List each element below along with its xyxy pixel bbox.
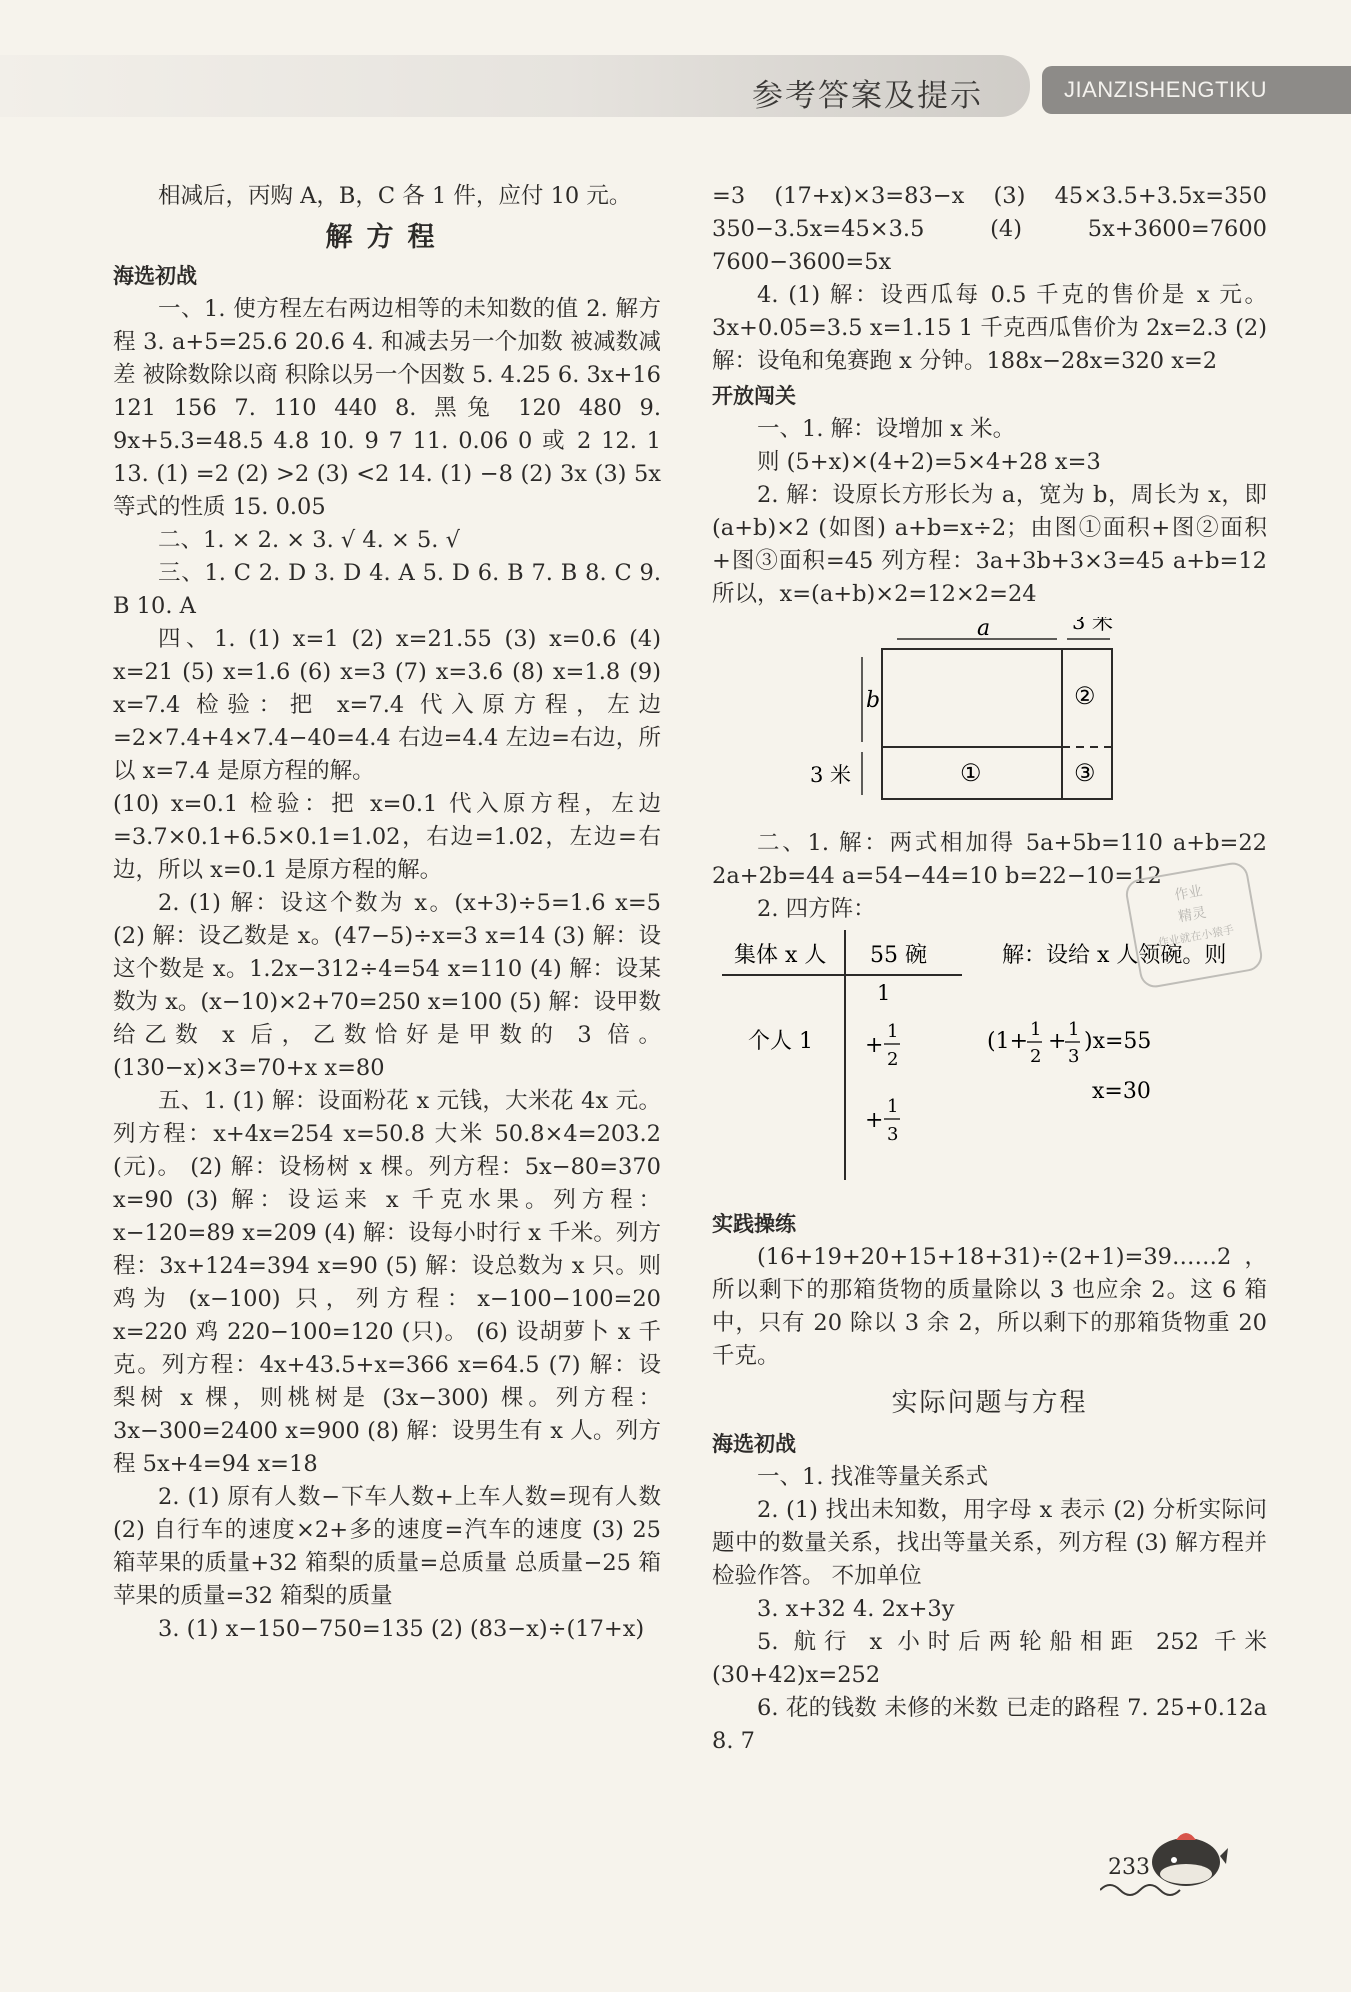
table-frac-half-den: 2 — [887, 1049, 899, 1070]
subsection-title: 海选初战 — [113, 264, 197, 288]
answer-paragraph: 2. (1) 解：设这个数为 x。(x+3)÷5=1.6 x=5 (2) 解：设乙数是 x。(47−5)÷x=3 x=14 (3) 解：设这个数是 x。1.2x−312÷4=54 x=110 (4) 解：设某数为 x。(x−10)×2+70=250 x=100 (5) 解：设甲数给乙数 x 后，乙数恰好是甲数的 3 倍。(130−x)×3=70+x x=80 — [113, 890, 661, 1081]
page-number: 233 — [1108, 1855, 1150, 1880]
subsection-title: 开放闯关 — [712, 384, 796, 408]
region-2-label: ② — [1074, 682, 1096, 710]
plus-sign: + — [865, 1033, 884, 1058]
answer-paragraph: 则 (5+x)×(4+2)=5×4+28 x=3 — [757, 449, 1101, 475]
table-frac-half-num: 1 — [887, 1021, 899, 1042]
answer-paragraph: 一、1. 找准等量关系式 — [757, 1464, 989, 1490]
answer-paragraph: 一、1. 使方程左右两边相等的未知数的值 2. 解方程 3. a+5=25.6 20.6 4. 和减去另一个加数 被减数减差 被除数除以商 积除以另一个因数 5. 4.25 6. 3x+16 121 156 7. 110 440 8. 黑兔 120 480 9. 9x+5.3=48.5 4.8 10. 9 7 11. 0.06 0 或 2 12. 1 13. (1) =2 (2) >2 (3) <2 14. (1) −8 (2) 3x (3) 5x 等式的性质 15. 0.05 — [113, 296, 661, 520]
answer-paragraph: 5. 航行 x 小时后两轮船相距 252 千米 (30+42)x=252 — [712, 1629, 1267, 1688]
header-series-tag: JIANZISHENGTIKU — [1042, 66, 1351, 114]
table-frac-third-num: 1 — [887, 1096, 899, 1117]
equation-plus: + — [1048, 1029, 1067, 1054]
stamp-line: 精灵 — [1177, 904, 1208, 926]
answer-paragraph: (16+19+20+15+18+31)÷(2+1)=39……2，所以剩下的那箱货物的质量除以 3 也应余 2。这 6 箱中，只有 20 除以 3 余 2，所以剩下的那箱货物重 20 千克。 — [712, 1244, 1267, 1369]
answer-paragraph: 6. 花的钱数 未修的米数 已走的路程 7. 25+0.12a 8. 7 — [712, 1695, 1267, 1754]
answer-paragraph: 四、1. (1) x=1 (2) x=21.55 (3) x=0.6 (4) x=21 (5) x=1.6 (6) x=3 (7) x=3.6 (8) x=1.8 (9) x=7.4 检验：把 x=7.4 代入原方程，左边=2×7.4+4×7.4−40=4.4 右边=4.4 左边=右边，所以 x=7.4 是原方程的解。 — [113, 626, 661, 784]
stamp-line: 作业 — [1173, 883, 1204, 904]
answer-paragraph: 2. (1) 找出未知数，用字母 x 表示 (2) 分析实际问题中的数量关系，找出等量关系，列方程 (3) 解方程并检验作答。 不加单位 — [712, 1497, 1267, 1589]
table-row-label: 个人 1 — [748, 1029, 813, 1054]
eq-frac-half-num: 1 — [1030, 1019, 1042, 1040]
answer-paragraph: 五、1. (1) 解：设面粉花 x 元钱，大米花 4x 元。列方程：x+4x=254 x=50.8 大米 50.8×4=203.2 (元)。 (2) 解：设杨树 x 棵。列方程：5x−80=370 x=90 (3) 解：设运来 x 千克水果。列方程：x−120=89 x=209 (4) 解：设每小时行 x 千米。列方程：3x+124=394 x=90 (5) 解：设总数为 x 只。则鸡为 (x−100) 只，列方程：x−100−100=20 x=220 鸡 220−100=120 (只)。 (6) 设胡萝卜 x 千克。列方程：4x+43.5+x=366 x=64.5 (7) 解：设梨树 x 棵，则桃树是 (3x−300) 棵。列方程：3x−300=2400 x=900 (8) 解：设男生有 x 人。列方程 5x+4=94 x=18 — [113, 1088, 661, 1477]
label-a: a — [977, 617, 991, 641]
answer-paragraph: 二、1. × 2. × 3. √ 4. × 5. √ — [158, 527, 460, 553]
wave-decoration-icon — [1100, 1880, 1230, 1900]
section-heading-word-problems: 实际问题与方程 — [891, 1388, 1088, 1418]
eq-frac-third-num: 1 — [1068, 1019, 1080, 1040]
table-header-bowls: 55 碗 — [870, 943, 927, 968]
label-3m-top: 3 米 — [1072, 617, 1114, 634]
subsection-title: 实践操练 — [712, 1212, 796, 1236]
rectangle-figure — [712, 617, 1267, 827]
answer-paragraph: (10) x=0.1 检验：把 x=0.1 代入原方程，左边=3.7×0.1+6.5×0.1=1.02，右边=1.02，左边=右边，所以 x=0.1 是原方程的解。 — [113, 791, 661, 883]
equation-close: )x=55 — [1084, 1029, 1152, 1054]
answer-paragraph: 2. 四方阵： — [757, 896, 876, 922]
answer-paragraph: 3. x+32 4. 2x+3y — [757, 1596, 955, 1622]
table-header-group: 集体 x 人 — [734, 943, 827, 968]
answer-paragraph: 4. (1) 解：设西瓜每 0.5 千克的售价是 x 元。3x+0.05=3.5 x=1.15 1 千克西瓜售价为 2x=2.3 (2) 解：设龟和兔赛跑 x 分钟。188x−28x=320 x=2 — [712, 282, 1267, 374]
table-frac-third-den: 3 — [887, 1124, 899, 1145]
answer-paragraph: 一、1. 解：设增加 x 米。 — [757, 416, 1016, 442]
stamp-line: 作业就在小猿手 — [1156, 923, 1236, 950]
subsection-title: 海选初战 — [712, 1432, 796, 1456]
answer-paragraph: 2. (1) 原有人数−下车人数+上车人数=现有人数 (2) 自行车的速度×2+多的速度=汽车的速度 (3) 25 箱苹果的质量+32 箱梨的质量=总质量 总质量−25 箱苹果的质量=32 箱梨的质量 — [113, 1484, 661, 1609]
label-b: b — [866, 688, 881, 713]
solution-line-1: 解：设给 x 人领碗。则 — [1002, 943, 1227, 968]
section-heading-equations: 解方程 — [325, 222, 449, 253]
eq-frac-third-den: 3 — [1068, 1046, 1080, 1067]
solution-result: x=30 — [1092, 1079, 1151, 1104]
header-title: 参考答案及提示 — [752, 78, 983, 114]
equation-open: (1+ — [987, 1029, 1029, 1054]
answer-paragraph: 3. (1) x−150−750=135 (2) (83−x)÷(17+x) — [158, 1616, 645, 1642]
region-3-label: ③ — [1074, 759, 1096, 787]
eq-frac-half-den: 2 — [1030, 1046, 1042, 1067]
label-3m-left: 3 米 — [810, 763, 852, 787]
rectangle-diagram — [712, 617, 1267, 827]
answer-paragraph: 二、1. 解：两式相加得 5a+5b=110 a+b=22 2a+2b=44 a=54−44=10 b=22−10=12 — [712, 830, 1267, 889]
table-value-1: 1 — [877, 981, 891, 1005]
left-column — [113, 180, 661, 1646]
answer-paragraph: 三、1. C 2. D 3. D 4. A 5. D 6. B 7. B 8. C 9. B 10. A — [113, 560, 661, 619]
intro-line: 相减后，丙购 A，B，C 各 1 件，应付 10 元。 — [158, 183, 632, 209]
answer-paragraph: =3 (17+x)×3=83−x (3) 45×3.5+3.5x=350 350−3.5x=45×3.5 (4) 5x+3600=7600 7600−3600=5x — [712, 183, 1267, 275]
region-1-label: ① — [960, 759, 982, 787]
watermark-stamp — [1123, 860, 1264, 990]
answer-paragraph: 2. 解：设原长方形长为 a，宽为 b，周长为 x，即 (a+b)×2 (如图) a+b=x÷2；由图①面积+图②面积+图③面积=45 列方程：3a+3b+3×3=45 a+b=12 所以，x=(a+b)×2=12×2=24 — [712, 482, 1267, 607]
plus-sign: + — [865, 1108, 884, 1133]
